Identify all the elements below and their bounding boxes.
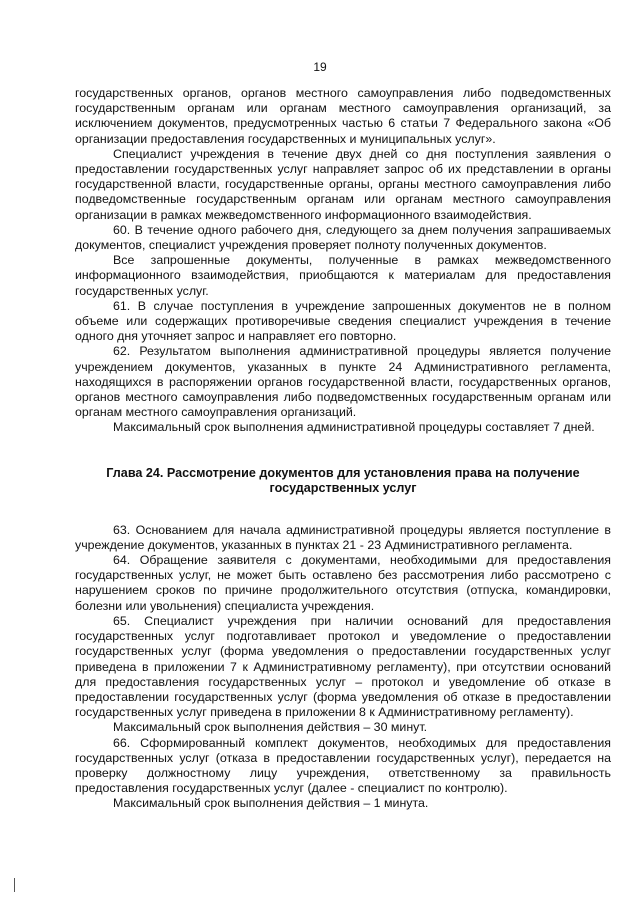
paragraph-continuation: государственных органов, органов местного самоуправления либо подведомственных государственным органам или органам местного самоуправления организаций, за исключением документов, предусмотренных частью 6 статьи 7 Федерального закона «Об организации предоставления государственных и муниципальных услуг». (75, 86, 611, 146)
paragraph-66: 66. Сформированный комплект документов, необходимых для предоставления государственных услуг (отказа в предоставлении государственных услуг), передается на проверку должностному лицу учреждения, ответственному за правильность предоставления государственных услуг (далее - специалист по контролю). (75, 735, 611, 796)
paragraph-61: 61. В случае поступления в учреждение запрошенных документов не в полном объеме или содержащих противоречивые сведения специалист учреждения в течение одного дня уточняет запрос и направляет его повторно. (75, 298, 611, 344)
paragraph: Все запрошенные документы, полученные в рамках межведомственного информационного взаимодействия, приобщаются к материалам для предоставления государственных услуг. (75, 253, 611, 298)
paragraph-63: 63. Основанием для начала административной процедуры является поступление в учреждение документов, указанных в пунктах 21 - 23 Административного регламента. (75, 522, 611, 552)
scan-margin-mark (14, 878, 15, 892)
chapter-heading: Глава 24. Рассмотрение документов для установления права на получение государственных услуг (106, 465, 580, 496)
page-number: 19 (313, 60, 327, 74)
paragraph-64: 64. Обращение заявителя с документами, необходимыми для предоставления государственных услуг, не может быть оставлено без рассмотрения либо рассмотрено с нарушением сроков по причине продолжительного отсутствия (отпуска, командировки, болезни или увольнения) специалиста учреждения. (75, 553, 611, 613)
paragraph: Максимальный срок выполнения административной процедуры составляет 7 дней. (113, 420, 595, 435)
paragraph: Максимальный срок выполнения действия – 30 минут. (113, 720, 428, 735)
paragraph: Специалист учреждения в течение двух дней со дня поступления заявления о предоставлении государственных услуг направляет запрос об их представлении в органы государственной власти, государственные органы, органы местного самоуправления либо подведомственные государственным органам или органам местного самоуправления организации в рамках межведомственного информационного взаимодействия. (75, 146, 611, 222)
paragraph-60: 60. В течение одного рабочего дня, следующего за днем получения запрашиваемых документов, специалист учреждения проверяет полноту полученных документов. (75, 222, 611, 253)
paragraph-65: 65. Специалист учреждения при наличии оснований для предоставления государственных услуг подготавливает протокол и уведомление о предоставлении государственных услуг (форма уведомления о предоставлении государственных услуг приведена в приложении 7 к Административному регламенту), при отсутствии оснований для предоставления государственных услуг – протокол и уведомление об отказе в предоставлении государственных услуг (форма уведомления об отказе в предоставлении государственных услуг приведена в приложении 8 к Административному регламенту). (75, 613, 611, 720)
document-body (75, 86, 611, 812)
paragraph-62: 62. Результатом выполнения административной процедуры является получение учреждением документов, указанных в пункте 24 Административного регламента, находящихся в распоряжении органов государственной власти, государственных органов, органов местного самоуправления либо подведомственных государственным органам или органам местного самоуправления организаций. (75, 344, 611, 420)
paragraph: Максимальный срок выполнения действия – 1 минута. (113, 796, 429, 811)
